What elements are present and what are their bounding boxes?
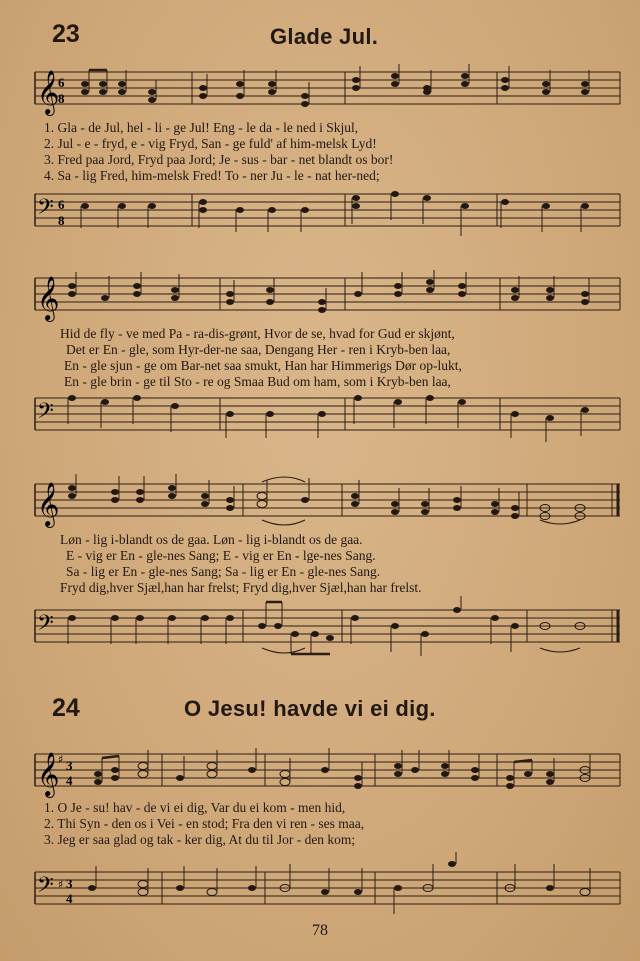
hymn-24-verse-2: 2. Thi Syn - den os i Vei - en stod; Fra den vi ren - ses maa, xyxy=(44,816,365,831)
page-number: 78 xyxy=(312,922,328,939)
svg-text:3: 3 xyxy=(66,758,73,773)
svg-text:𝄞: 𝄞 xyxy=(37,482,60,526)
svg-text:𝄞: 𝄞 xyxy=(37,752,60,796)
treble-staff-system-3 xyxy=(0,474,640,534)
hymn-23-system-2-verse-1: Hid de fly - ve med Pa - ra-dis-grønt, Hvor de se, hvad for Gud er skjønt, xyxy=(60,326,455,341)
bass-staff-system-1 xyxy=(0,184,640,244)
bass-staff-hymn-24 xyxy=(0,852,640,924)
bass-staff-system-2 xyxy=(0,388,640,448)
svg-text:♯: ♯ xyxy=(58,878,64,891)
hymn-24-verse-3: 3. Jeg er saa glad og tak - ker dig, At du til Jor - den kom; xyxy=(44,832,356,847)
svg-text:𝄢: 𝄢 xyxy=(37,399,54,429)
svg-text:𝄢: 𝄢 xyxy=(37,611,54,641)
svg-text:𝄢: 𝄢 xyxy=(37,873,54,903)
bass-staff-system-3 xyxy=(0,596,640,660)
hymn-24-number: 24 xyxy=(52,694,80,722)
hymn-23-system-3-verse-4: Fryd dig,hver Sjæl,han har frelst; Fryd dig,hver Sjæl,han har frelst. xyxy=(60,580,422,595)
svg-text:𝄞: 𝄞 xyxy=(37,70,60,114)
treble-staff-hymn-24 xyxy=(0,740,640,800)
svg-text:6: 6 xyxy=(58,197,65,212)
svg-text:4: 4 xyxy=(66,773,73,788)
hymn-23-system-1-verse-2: 2. Jul - e - fryd, e - vig Fryd, San - ge fuld' af him-melsk Lyd! xyxy=(44,136,377,151)
hymn-24-title: O Jesu! havde vi ei dig. xyxy=(184,696,436,721)
hymn-23-system-1-verse-3: 3. Fred paa Jord, Fryd paa Jord; Je - sus - bar - net blandt os bor! xyxy=(44,152,394,167)
svg-text:8: 8 xyxy=(58,213,65,228)
hymn-23-system-3-verse-1: Løn - lig i-blandt os de gaa. Løn - lig i-blandt os de gaa. xyxy=(60,532,363,547)
svg-text:𝄢: 𝄢 xyxy=(37,195,54,225)
svg-text:♯: ♯ xyxy=(58,753,64,766)
hymn-23-system-3-verse-3: Sa - lig er En - gle-nes Sang; Sa - lig er En - gle-nes Sang. xyxy=(66,564,381,579)
svg-text:4: 4 xyxy=(66,891,73,906)
hymn-23-title: Glade Jul. xyxy=(270,24,379,49)
hymn-23-system-1-verse-1: 1. Gla - de Jul, hel - li - ge Jul! Eng - le da - le ned i Skjul, xyxy=(44,120,359,135)
treble-staff-system-2 xyxy=(0,268,640,324)
svg-text:𝄞: 𝄞 xyxy=(37,276,60,320)
svg-text:3: 3 xyxy=(66,876,73,891)
hymn-23-system-3-verse-2: E - vig er En - gle-nes Sang; E - vig er En - lge-nes Sang. xyxy=(66,548,376,563)
svg-text:6: 6 xyxy=(58,75,65,90)
hymn-23-system-2-verse-3: En - gle sjun - ge om Bar-net saa smukt, Han har Himmerigs Dør op-lukt, xyxy=(64,358,462,373)
svg-text:8: 8 xyxy=(58,91,65,106)
hymn-23-number: 23 xyxy=(52,20,80,48)
hymn-23-system-2-verse-4: En - gle brin - ge til Sto - re og Smaa Bud om ham, som i Kryb-ben laa, xyxy=(64,374,451,389)
treble-staff-system-1 xyxy=(0,62,640,118)
hymn-23-system-2-verse-2: Det er En - gle, som Hyr-der-ne saa, Dengang Her - ren i Kryb-ben laa, xyxy=(66,342,451,357)
hymn-24-verse-1: 1. O Je - su! hav - de vi ei dig, Var du ei kom - men hid, xyxy=(44,800,346,815)
hymn-23-system-1-verse-4: 4. Sa - lig Fred, him-melsk Fred! To - ner Ju - le - nat her-ned; xyxy=(44,168,380,183)
